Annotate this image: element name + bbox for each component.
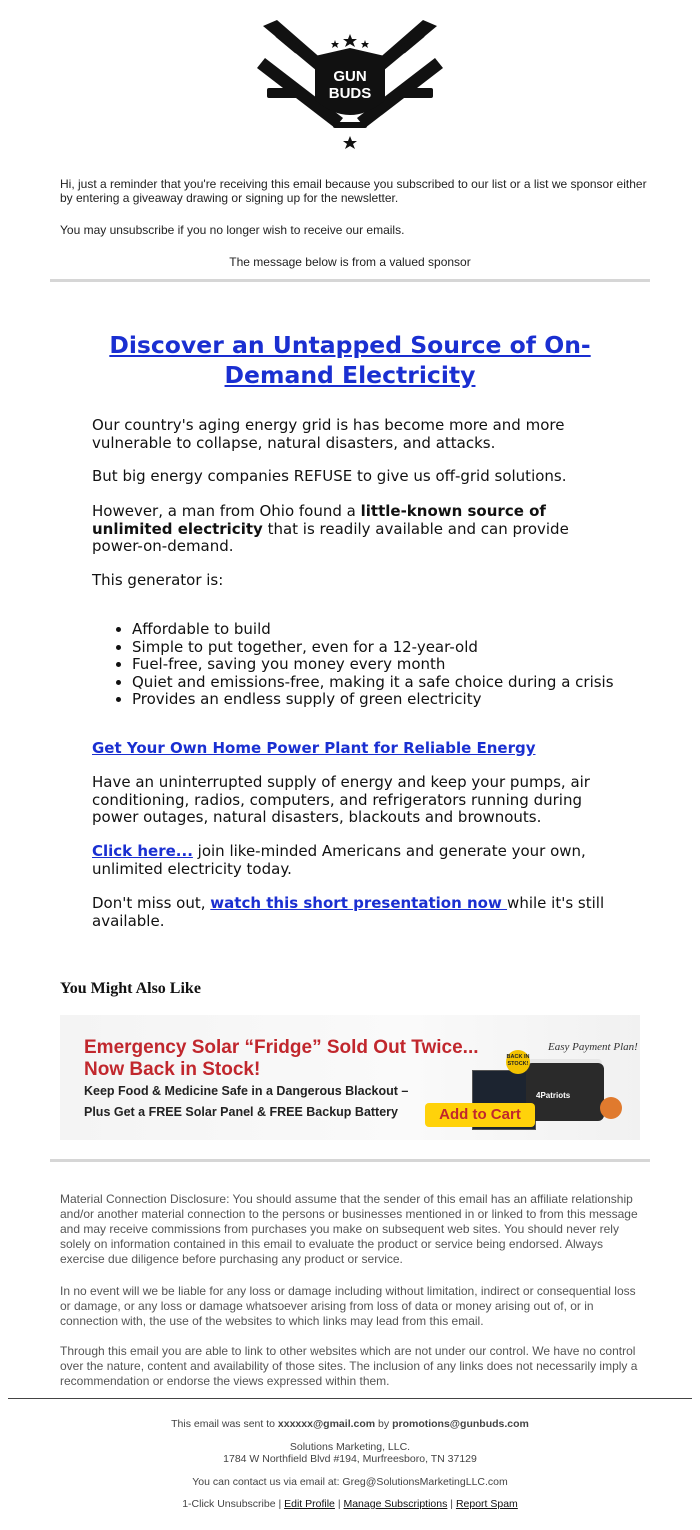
sent-prefix: This email was sent to (171, 1418, 278, 1430)
separator: | (275, 1498, 285, 1510)
paragraph-1 (92, 417, 612, 452)
cta-row (92, 740, 612, 758)
add-to-cart-button[interactable]: Add to Cart (425, 1103, 535, 1127)
sponsor-note: The message below is from a valued sponsor (229, 255, 471, 269)
paragraph-6 (92, 843, 612, 878)
paragraph-2-text: But big energy companies REFUSE to give us off-grid solutions. (92, 467, 567, 485)
paragraph-5 (92, 774, 612, 827)
click-here-link[interactable]: Click here... (92, 842, 193, 860)
footer-rule (8, 1398, 692, 1399)
back-in-stock-badge: BACK IN STOCK! (506, 1050, 530, 1074)
list-item: • Provides an endless supply of green electricity (132, 691, 632, 709)
separator: | (334, 1498, 344, 1510)
paragraph-7-start: Don't miss out, (92, 894, 211, 912)
divider-top (50, 279, 650, 282)
banner-subtitle-line2: Plus Get a FREE Solar Panel & FREE Backup Battery (84, 1105, 398, 1119)
list-item: • Quiet and emissions-free, making it a safe choice during a crisis (132, 674, 632, 692)
paragraph-5-text: Have an uninterrupted supply of energy and keep your pumps, air conditioning, radios, computers, and refrigerators running during power outages, natural disasters, blackouts and brownouts. (92, 773, 590, 826)
home-power-plant-link[interactable]: Get Your Own Home Power Plant for Reliable Energy (92, 739, 536, 757)
paragraph-4 (92, 572, 612, 590)
paragraph-3-bold: little-known source of unlimited electricity (92, 502, 546, 538)
paragraph-3-end: that is readily available and can provide power-on-demand. (92, 519, 569, 555)
paragraph-4-text: This generator is: (92, 571, 224, 589)
brand-label: 4Patriots (536, 1091, 571, 1100)
paragraph-7 (92, 895, 612, 930)
paragraph-7-end: while it's still available. (92, 894, 605, 930)
liability-disclaimer: In no event will we be liable for any loss or damage including without limitation, indirect or consequential loss or damage, or any loss or damage whatsoever arising from loss of data or money arising out of, or in connection with, the use of the websites to which links may lead from this email. (60, 1284, 636, 1328)
paragraph-6-text: join like-minded Americans and generate your own, unlimited electricity today. (92, 842, 586, 878)
separator: | (447, 1498, 456, 1510)
sender-email: promotions@gunbuds.com (392, 1418, 529, 1430)
external-links-disclaimer: Through this email you are able to link to other websites which are not under our control. We have no control over the nature, content and availability of those sites. The inclusion of any links does not necessarily imply a recommendation or endorse the views expressed within them. (60, 1344, 638, 1388)
manage-subscriptions-link[interactable]: Manage Subscriptions (343, 1498, 448, 1510)
report-spam-link[interactable]: Report Spam (455, 1498, 518, 1510)
list-item: • Affordable to build (132, 621, 632, 639)
gun-buds-logo (255, 18, 445, 150)
watch-presentation-link[interactable]: watch this short presentation now (210, 894, 508, 912)
benefits-list (92, 621, 632, 709)
paragraph-2 (92, 468, 612, 486)
food-image (600, 1097, 622, 1119)
banner-title-line1: Emergency Solar “Fridge” Sold Out Twice... (84, 1037, 479, 1058)
list-item: • Fuel-free, saving you money every month (132, 656, 632, 674)
company-name: Solutions Marketing, LLC. (289, 1441, 411, 1453)
list-item: • Simple to put together, even for a 12-year-old (132, 639, 632, 657)
headline (100, 330, 600, 390)
headline-link[interactable]: Discover an Untapped Source of On-Demand Electricity (109, 331, 591, 389)
paragraph-3-start: However, a man from Ohio found a (92, 502, 361, 520)
recipient-email: xxxxxx@gmail.com (277, 1418, 376, 1430)
banner-subtitle-line1: Keep Food & Medicine Safe in a Dangerous Blackout – (84, 1084, 409, 1098)
unsubscribe-note: You may unsubscribe if you no longer wish to receive our emails. (60, 223, 405, 237)
paragraph-1-text: Our country's aging energy grid is has become more and more vulnerable to collapse, natural disasters, and attacks. (92, 416, 565, 452)
banner-title-line2: Now Back in Stock! (84, 1059, 261, 1080)
svg-text:GUN: GUN (333, 68, 367, 85)
sent-by: by (375, 1418, 393, 1430)
payment-plan-label: Easy Payment Plan! (548, 1041, 638, 1053)
paragraph-3 (92, 503, 612, 556)
gun-buds-logo-icon (255, 18, 445, 150)
company-address: 1784 W Northfield Blvd #194, Murfreesboro, TN 37129 (223, 1453, 477, 1465)
material-connection-disclosure: Material Connection Disclosure: You should assume that the sender of this email has an affiliate relationship and/or another material connection to the persons or businesses mentioned in or linked to from this message and may receive commissions from purchases you make on subsequent web sites. You should never rely solely on information contained in this email to evaluate the product or service being endorsed. Always exercise due diligence before purchasing any product or service. (60, 1192, 638, 1266)
contact-line: You can contact us via email at: Greg@SolutionsMarketingLLC.com (192, 1476, 508, 1488)
sent-to-line (0, 1418, 700, 1431)
solar-fridge-ad-banner[interactable] (60, 1015, 640, 1140)
subscription-reminder: Hi, just a reminder that you're receiving this email because you subscribed to our list or a list we sponsor either by entering a giveaway drawing or signing up for the newsletter. (60, 177, 647, 205)
svg-text:BUDS: BUDS (328, 85, 372, 102)
also-like-heading: You Might Also Like (60, 980, 201, 997)
one-click-unsubscribe[interactable]: 1-Click Unsubscribe (182, 1498, 276, 1510)
divider-bottom (50, 1159, 650, 1162)
edit-profile-link[interactable]: Edit Profile (284, 1498, 335, 1510)
footer-links (0, 1498, 700, 1511)
